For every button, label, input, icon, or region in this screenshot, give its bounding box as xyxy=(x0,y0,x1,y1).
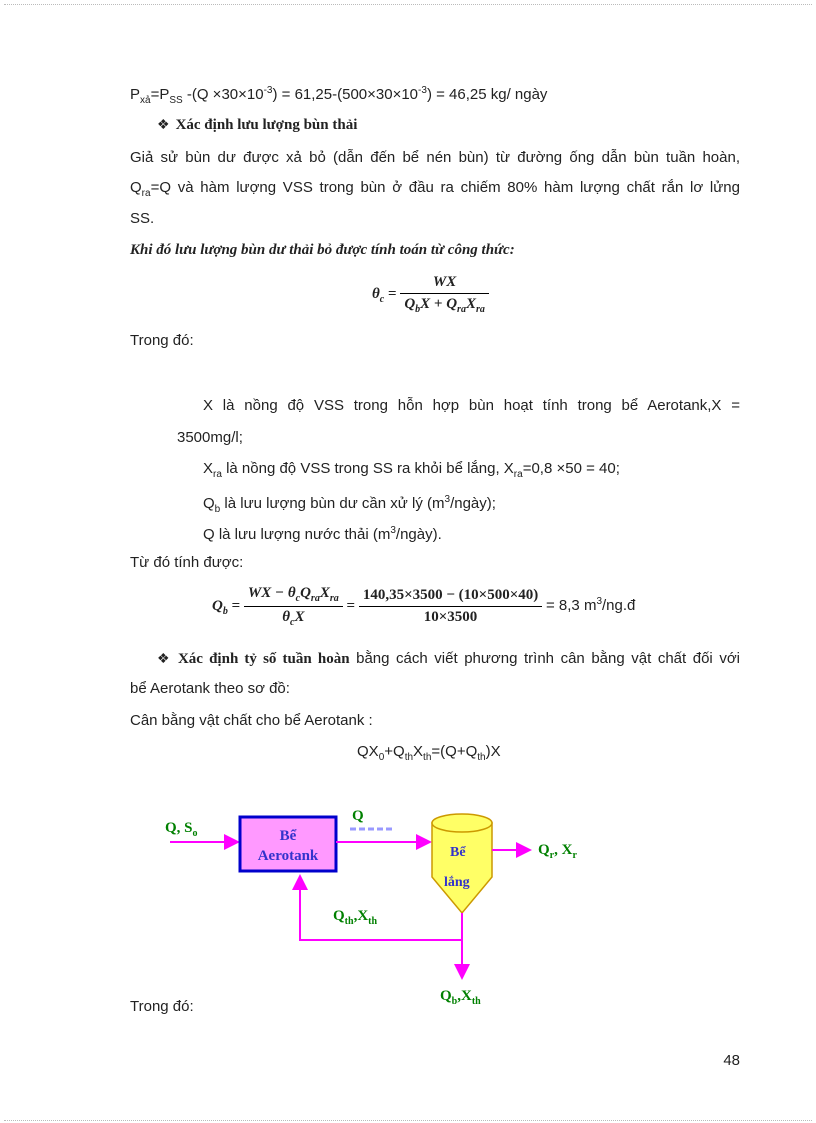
section-title-recycle-ratio: ❖ Xác định tỷ số tuần hoàn bằng cách viết phương trình cân bằng vật chất đối với xyxy=(157,650,740,667)
definition-x: X là nồng độ VSS trong hỗn hợp bùn hoạt tính trong bể Aerotank,X = xyxy=(203,397,740,414)
page-number: 48 xyxy=(723,1052,740,1069)
diamond-bullet-icon: ❖ xyxy=(157,116,170,132)
diamond-bullet-icon: ❖ xyxy=(157,650,172,666)
transfer-label: Q xyxy=(352,808,364,824)
recycle-label: $Q_{th},X_{th}$ xyxy=(333,908,378,927)
clarifier-tank xyxy=(432,823,492,913)
formula-qb: $Q_b$ = $\frac{WX - \theta_cQ_{ra}X_{ra}}{\theta_cX}$ = $\frac{140,35\times 3500 - (10\times 500\times 40)}{10\times 3500}$ = 8,3 $m^3/ng.đ$ xyxy=(212,585,636,628)
where-label: Trong đó: xyxy=(130,332,194,349)
clarifier-label-2: lắng xyxy=(444,875,470,890)
clarifier-top xyxy=(432,814,492,832)
outflow-label: $Q_r$, $X_r$ xyxy=(538,842,577,861)
from-that-label: Từ đó tính được: xyxy=(130,554,244,571)
clarifier-label-1: Bể xyxy=(450,845,466,860)
aerotank-label-1: Bể xyxy=(279,828,297,844)
inflow-label: Q, $S_o$ xyxy=(165,820,198,839)
line-p-xa: $P_{xả}=P_{SS}$ $-(Q \times 30\times 10^{-3}) = 61,25-(500\times 30\times 10^{-3}) = 46,25$ kg/ ngày xyxy=(130,85,548,106)
paragraph-line: Giả sử bùn dư được xả bỏ (dẫn đến bể nén bùn) từ đường ống dẫn bùn tuần hoàn, xyxy=(130,149,740,166)
balance-label: Cân bằng vật chất cho bể Aerotank : xyxy=(130,712,373,729)
formula-theta-c: $\theta_c$ = $\frac{WX}{Q_bX + Q_{ra}X_{ra}}$ xyxy=(372,274,489,315)
definition-x-cont: 3500mg/l; xyxy=(177,429,243,446)
formula-intro: Khi đó lưu lượng bùn dư thải bỏ được tính toán từ công thức: xyxy=(130,242,515,258)
where-label-2: Trong đó: xyxy=(130,998,194,1015)
paragraph-line: SS. xyxy=(130,210,155,227)
section-title-sludge-flow: ❖ Xác định lưu lượng bùn thải xyxy=(157,116,358,133)
recycle-arrow xyxy=(300,876,462,940)
waste-label: $Q_b,X_{th}$ xyxy=(440,988,481,1007)
definition-qb: $Q_b$ là lưu lượng bùn dư cần xử lý $(m^3/ngày)$; xyxy=(203,494,496,515)
definition-xra: $X_{ra}$ là nồng độ VSS trong SS ra khỏi bể lắng, $X_{ra}=0,8 \times 50 = 40$; xyxy=(203,460,620,480)
page-border-bottom xyxy=(4,1120,812,1121)
definition-q: Q là lưu lượng nước thải $(m^3/ngày)$. xyxy=(203,525,442,543)
paragraph-line: $Q_{ra}=Q$ và hàm lượng VSS trong bùn ở đầu ra chiếm 80% hàm lượng chất rắn lơ lửng xyxy=(130,179,740,199)
aerotank-label-2: Aerotank xyxy=(257,848,319,864)
paragraph-line: bể Aerotank theo sơ đồ: xyxy=(130,680,290,697)
balance-equation: $QX_0+Q_{th}X_{th}=(Q+Q_{th})X$ xyxy=(357,743,501,763)
